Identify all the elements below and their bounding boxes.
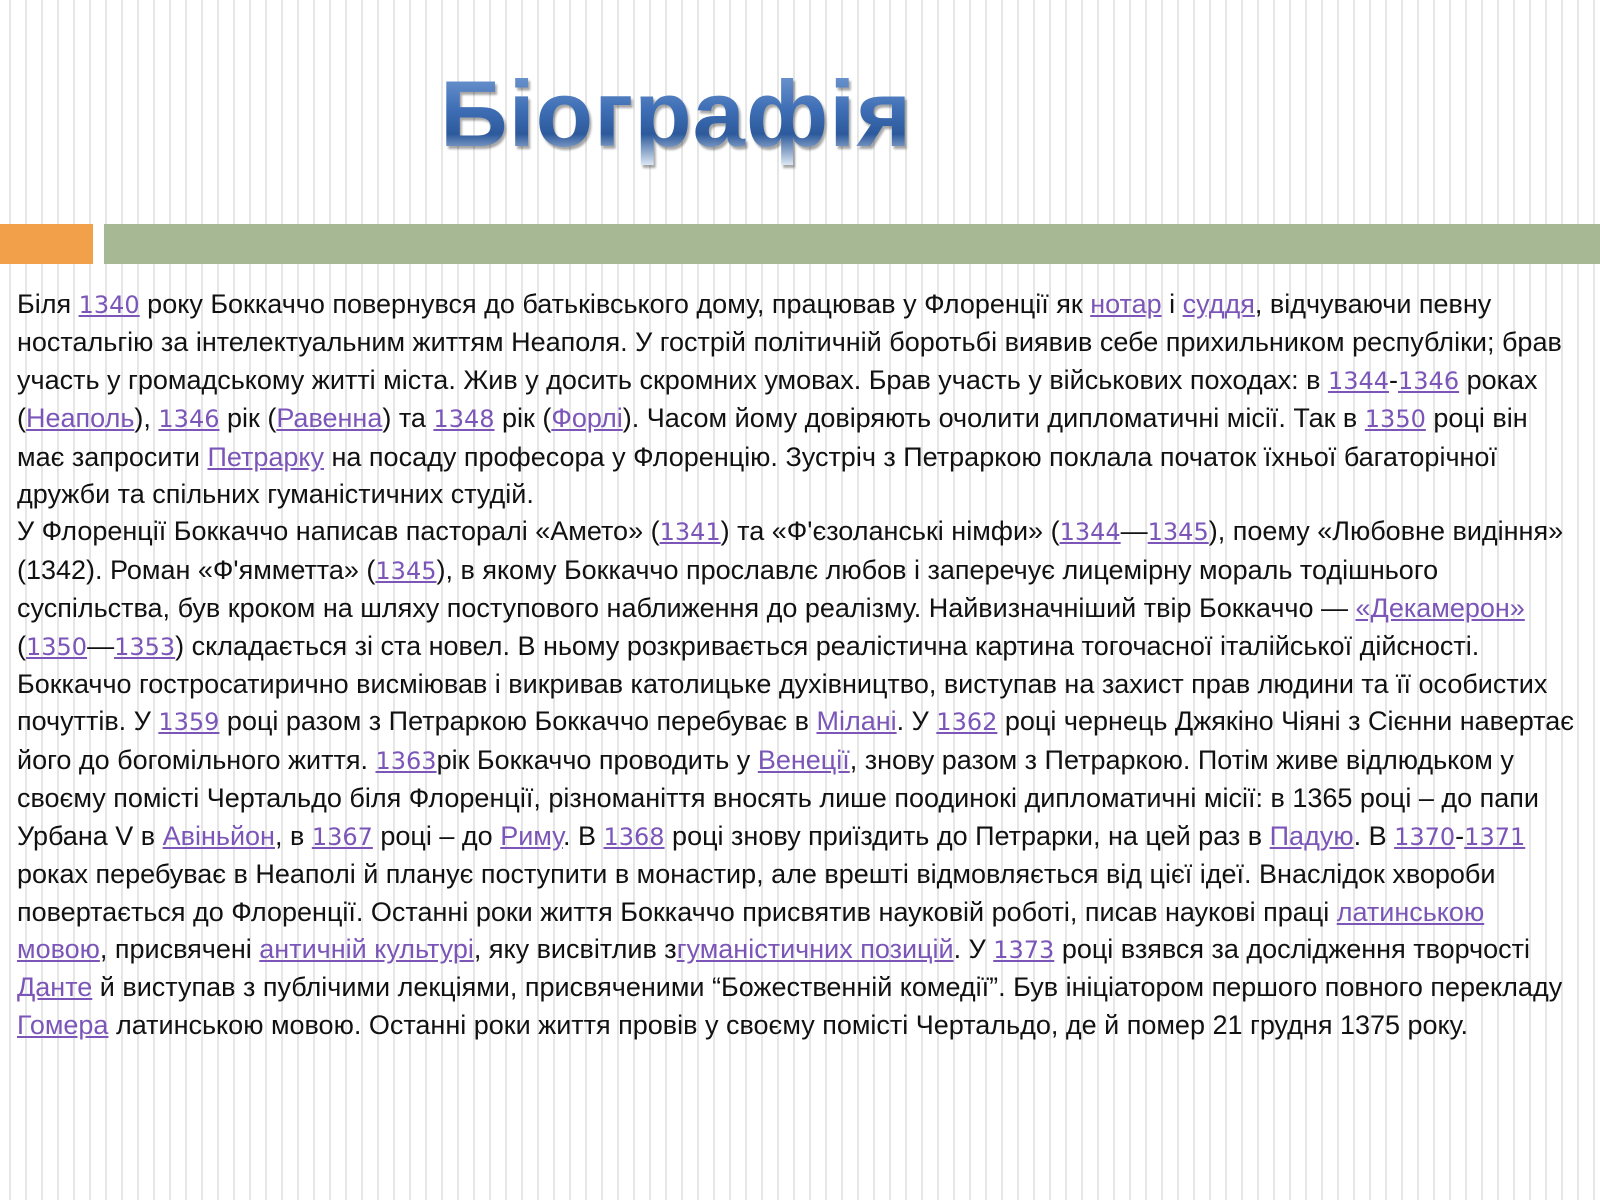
text-run: ) та «Ф'єзоланські німфи» (: [720, 516, 1060, 547]
link-1350[interactable]: 1350: [1364, 405, 1426, 434]
text-run: року Боккаччо повернувся до батьківського дому, працював у Флоренції як: [139, 289, 1091, 319]
text-run: ) складається зі ста новел. В ньому розкривається реалістична картина тогочасної італійської дійсності. Боккаччо гостросатирично висміював і викривав католицьке духівництво, виступав на захист прав людини та її особистих почуттів. У: [17, 630, 1548, 737]
link-1344[interactable]: 1344: [1059, 518, 1121, 547]
text-run: рік (: [219, 403, 277, 434]
text-run: У Флоренції Боккаччо написав пасторалі «Амето» (: [17, 516, 660, 547]
link-petrarka[interactable]: Петрарку: [207, 441, 324, 472]
accent-bar-green: [104, 224, 1600, 264]
link-venetsiia[interactable]: Венеції: [757, 744, 850, 775]
text-run: рік (: [494, 403, 552, 434]
link-1348[interactable]: 1348: [433, 405, 495, 434]
text-run: -: [1455, 820, 1465, 851]
text-run: , присвячені: [99, 933, 260, 964]
link-1346[interactable]: 1346: [1398, 366, 1460, 395]
link-1345[interactable]: 1345: [375, 556, 437, 585]
text-run: і: [1161, 289, 1183, 319]
link-1359[interactable]: 1359: [158, 708, 220, 737]
text-run: рік Боккаччо проводить у: [436, 744, 758, 775]
text-run: , в: [274, 820, 312, 851]
text-run: ). Часом йому довіряють очолити дипломатичні місії. Так в: [622, 403, 1365, 434]
slide-title: Біографія: [440, 61, 913, 166]
paragraph-2: [17, 513, 1577, 1044]
text-run: році знову приїздить до Петрарки, на цей раз в: [664, 820, 1270, 851]
text-run: роках перебуває в Неаполі й планує поступити в монастир, але врешті відмовляється від цієї ідеї. Внаслідок хвороби повертається до Флоренції. Останні роки життя Боккаччо присвятив науковій роботі, писав наукові праці: [17, 859, 1496, 927]
link-1345[interactable]: 1345: [1147, 518, 1209, 547]
link-1344[interactable]: 1344: [1327, 366, 1390, 395]
link-neapol[interactable]: Неаполь: [26, 403, 135, 434]
link-1368[interactable]: 1368: [603, 822, 665, 851]
text-run: . У: [896, 706, 937, 737]
text-run: році взявся за дослідження творчості: [1054, 933, 1531, 964]
link-1370[interactable]: 1370: [1394, 822, 1456, 851]
link-dante[interactable]: Данте: [17, 972, 93, 1003]
link-1341[interactable]: 1341: [659, 518, 721, 547]
text-run: Біля: [17, 289, 79, 319]
text-run: , яку висвітлив з: [473, 933, 677, 964]
text-run: роках (: [17, 364, 1538, 434]
accent-bar-orange: [0, 224, 93, 264]
link-notar[interactable]: нотар: [1090, 289, 1162, 319]
text-run: . В: [1353, 820, 1395, 851]
link-1373[interactable]: 1373: [993, 935, 1055, 964]
text-run: (: [17, 630, 26, 661]
link-1367[interactable]: 1367: [311, 822, 373, 851]
text-run: ), в якому Боккаччо прославлє любов і заперечує лицемірну мораль тодішнього суспільства, був кроком на шляху поступового наближення до реалізму. Найвизначніший твір Боккаччо —: [17, 554, 1439, 624]
text-run: ),: [134, 403, 159, 434]
text-run: , відчуваючи певну ностальгію за інтелектуальним життям Неаполя. У гострій політичній боротьбі виявив себе прихильником республіки; брав участь у громадському житті міста. Жив у досить скромних умовах. Брав участь у військових походах: в: [17, 289, 1562, 395]
text-run: році він має запросити: [17, 403, 1528, 472]
link-latin-language[interactable]: латинською мовою: [17, 896, 1485, 964]
link-suddia[interactable]: суддя: [1182, 289, 1255, 319]
link-1353[interactable]: 1353: [114, 632, 176, 661]
text-run: ) та: [382, 403, 434, 434]
text-run: —: [87, 630, 115, 661]
link-homer[interactable]: Гомера: [17, 1009, 109, 1040]
text-run: році – до: [372, 820, 501, 851]
link-dekameron[interactable]: «Декамерон»: [1355, 593, 1525, 624]
text-run: латинською мовою. Останні роки життя провів у своєму помісті Чертальдо, де й помер 21 грудня 1375 року.: [108, 1009, 1468, 1040]
link-milan[interactable]: Мілані: [816, 706, 897, 737]
paragraph-1: [17, 286, 1577, 513]
text-run: ), поему «Любовне видіння» (1342). Роман «Ф'ямметта» (: [17, 516, 1564, 585]
link-avinion[interactable]: Авіньйон: [162, 820, 275, 851]
link-padua[interactable]: Падую: [1269, 820, 1354, 851]
text-run: році разом з Петраркою Боккаччо перебуває в: [219, 706, 817, 737]
biography-text: [17, 286, 1577, 1044]
text-run: . В: [562, 820, 604, 851]
link-rym[interactable]: Риму: [500, 820, 563, 851]
text-run: —: [1120, 516, 1148, 547]
text-run: й виступав з публічими лекціями, присвяченими “Божественній комедії”. Був ініціатором першого повного перекладу: [92, 972, 1563, 1003]
link-forli[interactable]: Форлі: [551, 403, 623, 434]
link-ravenna[interactable]: Равенна: [276, 403, 383, 434]
text-run: році чернець Джякіно Чіяні з Сієнни навертає його до богомільного життя.: [17, 706, 1574, 775]
text-run: на посаду професора у Флоренцію. Зустріч з Петраркою поклала початок їхньої багаторічної дружби та спільних гуманістичних студій.: [17, 441, 1497, 510]
link-humanist-positions[interactable]: гуманістичних позицій: [676, 933, 954, 964]
link-ancient-culture[interactable]: античній культурі: [259, 933, 474, 964]
link-1371[interactable]: 1371: [1464, 822, 1526, 851]
link-1362[interactable]: 1362: [936, 708, 998, 737]
link-1346[interactable]: 1346: [158, 405, 220, 434]
text-run: -: [1389, 364, 1399, 395]
link-1350[interactable]: 1350: [26, 632, 88, 661]
text-run: . У: [953, 933, 994, 964]
link-1363[interactable]: 1363: [375, 746, 437, 775]
link-1340[interactable]: 1340: [78, 291, 140, 319]
text-run: , знову разом з Петраркою. Потім живе відлюдьком у своєму помісті Чертальдо біля Флоренції, різноманіття вносять лише поодинокі дипломатичні місії: в 1365 році – до папи Урбана V в: [17, 744, 1540, 851]
